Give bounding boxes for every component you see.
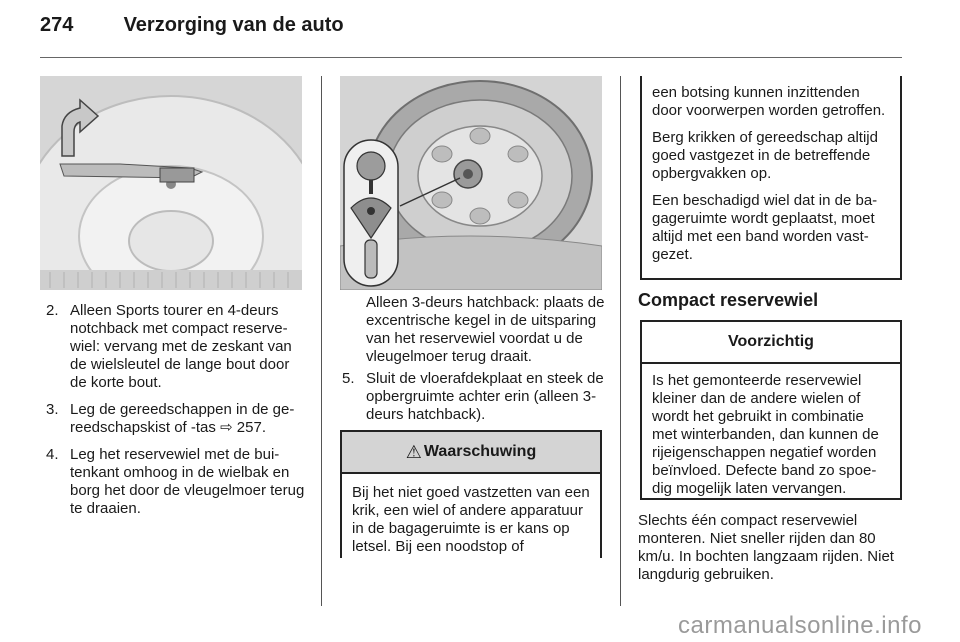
warning-box (340, 430, 602, 558)
header-divider (40, 57, 902, 58)
spare-wheel-bolt-illustration (40, 76, 302, 290)
wing-nut-cone-illustration (340, 76, 602, 290)
warning-continued-body: een botsing kunnen inzittenden door voorwerpen worden getroffen. Berg krikken of gereedschap altijd goed vastgezet in de betreffende opbergvakken op. Een beschadigd wiel dat in de bagageruimte wordt geplaatst, moet altijd met een band worden vastgezet. (652, 84, 886, 263)
list-item: 5. Sluit de vloerafdekplaat en steek de opbergruimte achter erin (alleen 3-deurs hatchback). (342, 370, 604, 423)
list-item: 2. Alleen Sports tourer en 4-deurs notchback met compact reservewiel: vervang met de zeskant van de wielsleutel de lange bout door de korte bout. (46, 302, 292, 391)
warning-box-continued (640, 76, 902, 280)
steps-list-2 (342, 370, 606, 433)
watermark-text: carmanualsonline.info (678, 612, 922, 639)
page-title: Verzorging van de auto (123, 14, 344, 36)
list-item: 4. Leg het reservewiel met de buitenkant omhoog in de wielbak en borg het door de vleugelmoer terug te draaien. (46, 446, 305, 517)
warning-header: ⚠ Waarschuwing (342, 432, 600, 474)
page-header (40, 14, 344, 37)
steps-list-1 (46, 302, 308, 527)
page-number: 274 (40, 14, 74, 36)
caution-body: Is het gemonteerde reservewiel kleiner dan de andere wielen of wordt het gebruikt in combinatie met winterbanden, dan kunnen de rijeigenschappen negatief worden beïnvloed. Defecte band zo spoedig mogelijk laten vervangen. (652, 372, 879, 497)
column-divider-right (620, 76, 621, 606)
warning-icon: ⚠ (405, 442, 422, 462)
caution-header: Voorzichtig (642, 322, 900, 364)
section-title: Compact reservewiel (638, 290, 819, 310)
column-divider-left (321, 76, 322, 606)
hatchback-cone-note: Alleen 3-deurs hatchback: plaats de excentrische kegel in de uitsparing van het reservewiel voordat u de vleugelmoer terug draait. (366, 294, 605, 365)
list-item: 3. Leg de gereedschappen in de gereedschapskist of -tas ⇨ 257. (46, 401, 295, 436)
warning-body: Bij het niet goed vastzetten van een krik, een wiel of andere apparatuur in de bagageruimte is er kans op letsel. Bij een noodstop of (352, 484, 590, 555)
caution-box (640, 320, 902, 500)
spare-wheel-bolt-drawing (40, 76, 302, 290)
wing-nut-cone-drawing (340, 76, 602, 290)
compact-wheel-paragraph: Slechts één compact reservewiel monteren. Niet sneller rijden dan 80 km/u. In bochten langzaam rijden. Niet langdurig gebruiken. (638, 512, 894, 583)
